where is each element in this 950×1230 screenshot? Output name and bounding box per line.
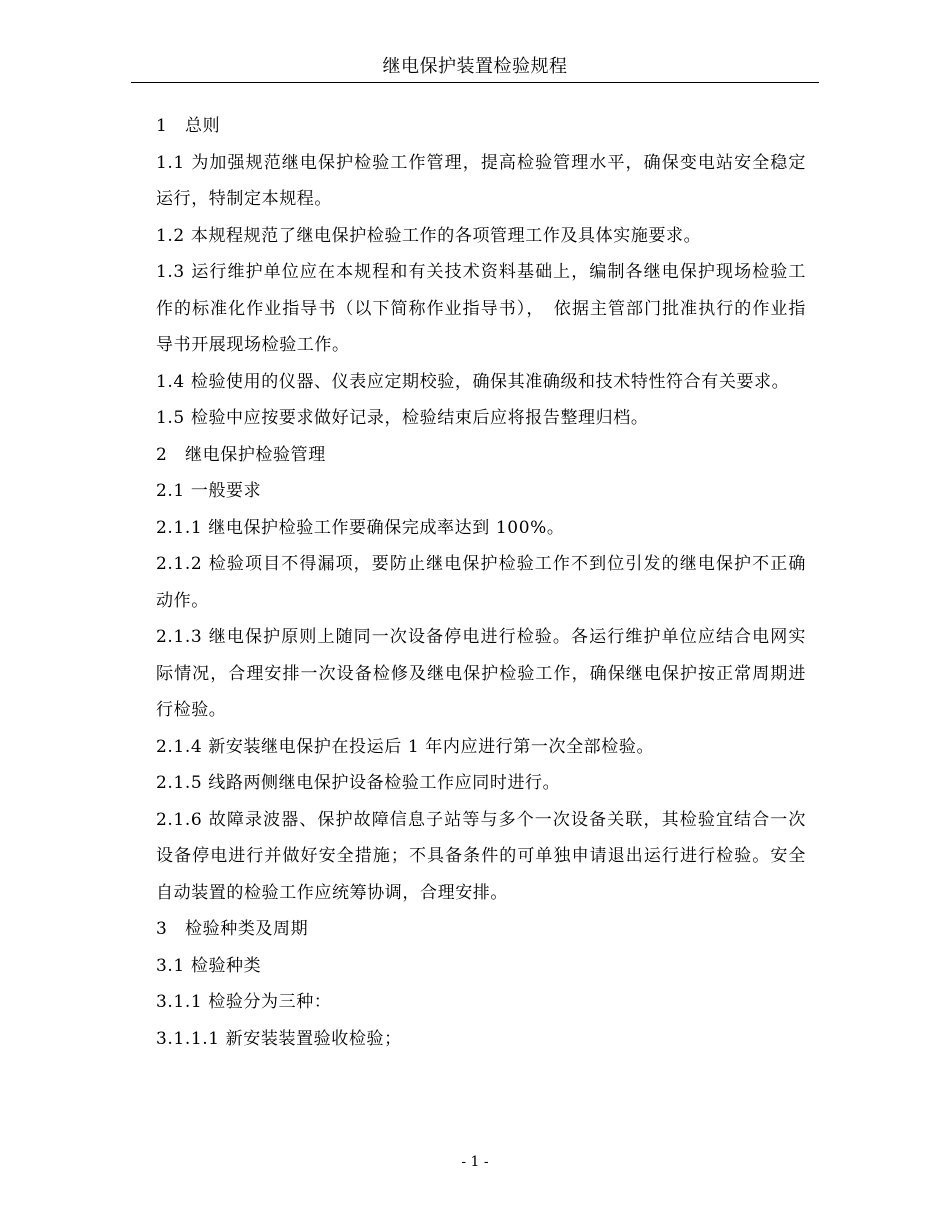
clause-2-1: 2.1 一般要求	[156, 481, 262, 501]
clause-2-1-6: 2.1.6 故障录波器、保护故障信息子站等与多个一次设备关联，其检验宜结合一次设备停电进行并做好安全措施；不具备条件的可单独申请退出运行进行检验。安全自动装置的检验工作应统筹协调，合理安排。	[156, 809, 806, 903]
section-heading-3: 3 检验种类及周期	[156, 919, 309, 939]
clause-1-1: 1.1 为加强规范继电保护检验工作管理，提高检验管理水平，确保变电站安全稳定运行，特制定本规程。	[156, 152, 806, 209]
section-heading-1: 1 总则	[156, 116, 221, 136]
clause-3-1: 3.1 检验种类	[156, 955, 262, 976]
clause-1-3: 1.3 运行维护单位应在本规程和有关技术资料基础上，编制各继电保护现场检验工作的标准化作业指导书（以下简称作业指导书）， 依据主管部门批准执行的作业指导书开展现场检验工作。	[156, 262, 806, 355]
clause-2-1-2: 2.1.2 检验项目不得漏项，要防止继电保护检验工作不到位引发的继电保护不正确动作。	[156, 554, 806, 611]
clause-1-2: 1.2 本规程规范了继电保护检验工作的各项管理工作及具体实施要求。	[156, 225, 702, 246]
document-body	[156, 108, 806, 1057]
document-title: 继电保护装置检验规程	[382, 56, 568, 77]
running-header	[131, 52, 819, 83]
page-number: - 1 -	[461, 1154, 489, 1170]
clause-2-1-4: 2.1.4 新安装继电保护在投运后 1 年内应进行第一次全部检验。	[156, 736, 655, 757]
clause-3-1-1: 3.1.1 检验分为三种：	[156, 992, 332, 1012]
clause-2-1-1: 2.1.1 继电保护检验工作要确保完成率达到 100%。	[156, 517, 565, 538]
section-heading-2: 2 继电保护检验管理	[156, 444, 326, 465]
clause-2-1-3: 2.1.3 继电保护原则上随同一次设备停电进行检验。各运行维护单位应结合电网实际情况，合理安排一次设备检修及继电保护检验工作，确保继电保护按正常周期进行检验。	[156, 627, 806, 720]
clause-2-1-5: 2.1.5 线路两侧继电保护设备检验工作应同时进行。	[156, 773, 561, 793]
page-footer	[0, 1154, 950, 1170]
clause-1-5: 1.5 检验中应按要求做好记录，检验结束后应将报告整理归档。	[156, 408, 649, 428]
clause-3-1-1-1: 3.1.1.1 新安装装置验收检验；	[156, 1028, 402, 1049]
clause-1-4: 1.4 检验使用的仪器、仪表应定期校验，确保其准确级和技术特性符合有关要求。	[156, 371, 790, 392]
